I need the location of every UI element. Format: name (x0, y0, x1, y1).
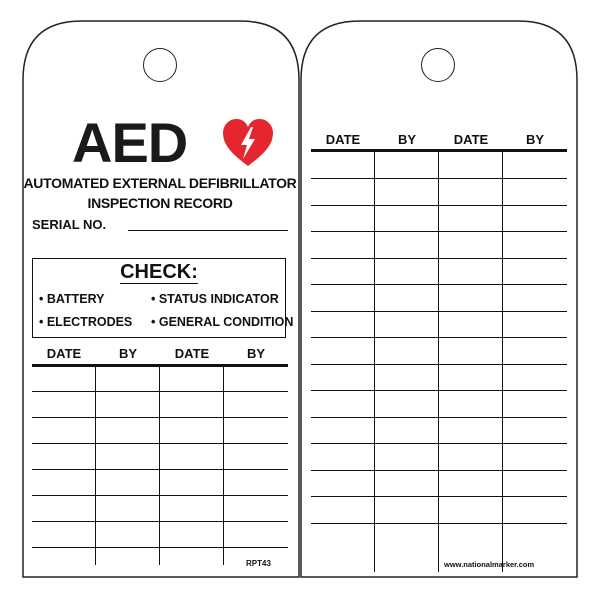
grid-hline (311, 205, 567, 206)
title-line-1: AUTOMATED EXTERNAL DEFIBRILLATOR (23, 175, 297, 191)
product-code: RPT43 (246, 559, 271, 568)
grid-vline (438, 152, 439, 572)
left-record-grid (32, 367, 288, 565)
header-date: DATE (174, 346, 210, 361)
grid-vline (95, 367, 96, 565)
title-line-2: INSPECTION RECORD (87, 195, 233, 211)
serial-number-row (32, 217, 288, 237)
grid-hline (311, 231, 567, 232)
heart-lightning-icon (222, 118, 274, 168)
grid-vline (374, 152, 375, 572)
grid-hline (311, 390, 567, 391)
header-date: DATE (46, 346, 82, 361)
grid-hline (311, 284, 567, 285)
left-grid-header (32, 346, 288, 366)
grid-hline (32, 391, 288, 392)
header-date: DATE (453, 132, 489, 147)
check-title: CHECK: (120, 261, 198, 283)
grid-hline (311, 417, 567, 418)
header-by: BY (118, 346, 138, 361)
header-date: DATE (325, 132, 361, 147)
grid-hline (311, 443, 567, 444)
aed-logo-text: AED (72, 111, 188, 174)
grid-hline (311, 364, 567, 365)
right-tag (300, 20, 578, 578)
grid-hline (311, 496, 567, 497)
header-by: BY (246, 346, 266, 361)
header-by: BY (525, 132, 545, 147)
aed-logo (72, 108, 282, 178)
grid-hline (311, 470, 567, 471)
check-item: • BATTERY (39, 292, 105, 306)
grid-hline (32, 547, 288, 548)
grid-hline (32, 417, 288, 418)
serial-label: SERIAL NO. (32, 217, 107, 232)
serial-line (128, 230, 288, 231)
check-item: • ELECTRODES (39, 315, 133, 329)
grid-hline (311, 178, 567, 179)
header-by: BY (397, 132, 417, 147)
grid-vline (159, 367, 160, 565)
grommet-hole (143, 48, 177, 82)
grid-vline (223, 367, 224, 565)
website-url: www.nationalmarker.com (444, 560, 535, 569)
grid-hline (311, 337, 567, 338)
grid-hline (32, 495, 288, 496)
grid-hline (32, 521, 288, 522)
grid-hline (311, 311, 567, 312)
check-item: • GENERAL CONDITION (151, 315, 294, 329)
grid-vline (502, 152, 503, 572)
grid-hline (311, 523, 567, 524)
grid-hline (32, 469, 288, 470)
grid-hline (311, 258, 567, 259)
left-tag (22, 20, 300, 578)
check-item: • STATUS INDICATOR (151, 292, 279, 306)
grommet-hole (421, 48, 455, 82)
grid-hline (32, 443, 288, 444)
check-box (32, 258, 294, 338)
right-record-grid (311, 152, 567, 572)
